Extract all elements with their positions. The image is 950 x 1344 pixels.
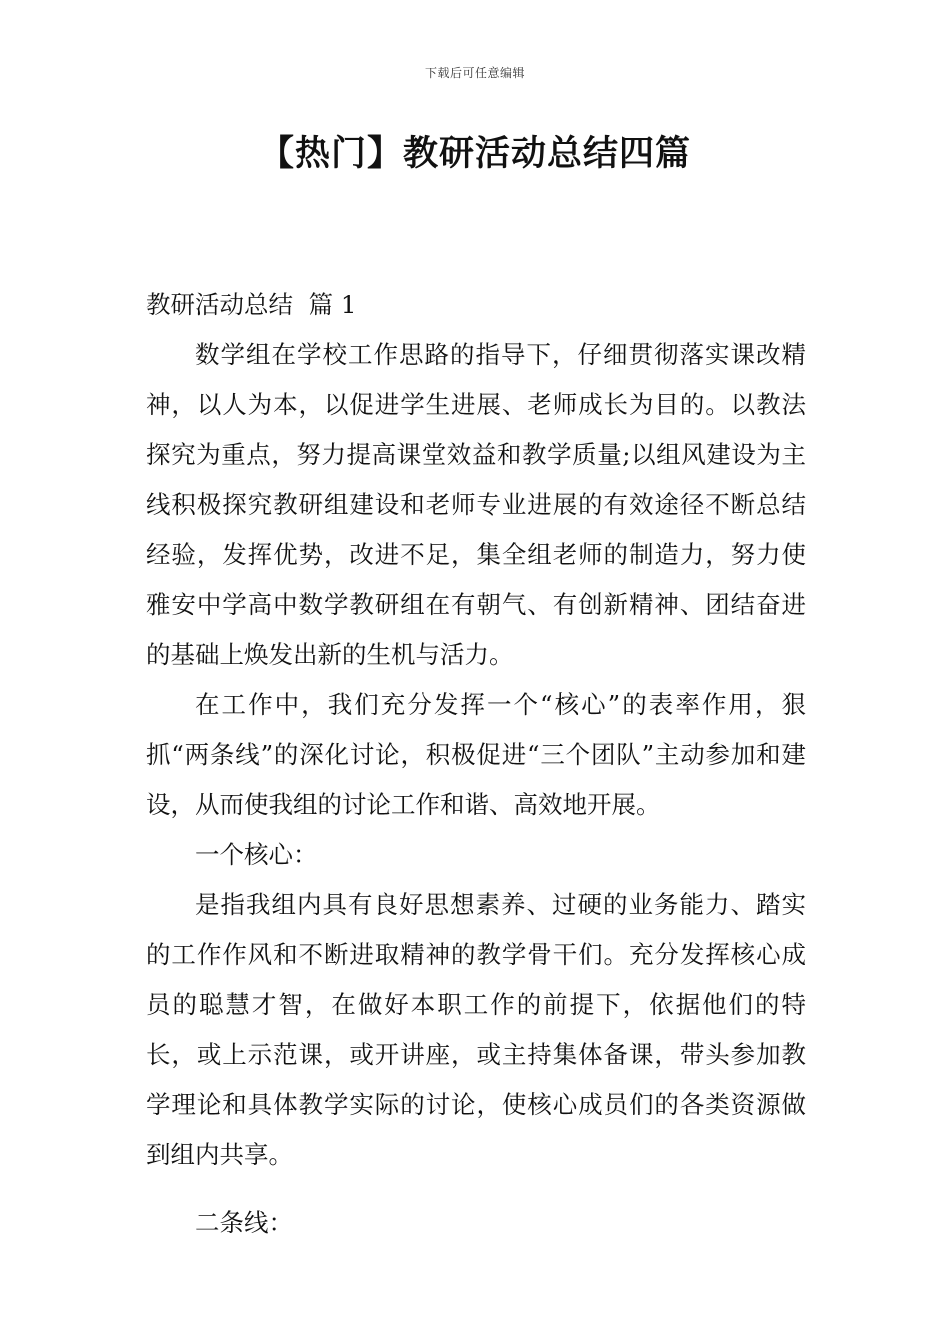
header-note: 下载后可任意编辑	[424, 66, 525, 80]
sub-heading-one-core: 一个核心：	[195, 840, 318, 869]
paragraph-1: 数学组在学校工作思路的指导下，仔细贯彻落实课改精神，以人为本，以促进学生进展、老师成长为目的。以教法探究为重点，努力提高课堂效益和教学质量;以组风建设为主线积极探究教研组建设和老师专业进展的有效途径不断总结经验，发挥优势，改进不足，集全组老师的制造力，努力使雅安中学高中数学教研组在有朝气、有创新精神、团结奋进的基础上焕发出新的生机与活力。	[146, 340, 806, 669]
sub-heading-two-lines: 二条线：	[195, 1208, 293, 1237]
paragraph-3: 是指我组内具有良好思想素养、过硬的业务能力、踏实的工作作风和不断进取精神的教学骨干们。充分发挥核心成员的聪慧才智，在做好本职工作的前提下，依据他们的特长，或上示范课，或开讲座，或主持集体备课，带头参加教学理论和具体教学实际的讨论，使核心成员们的各类资源做到组内共享。	[146, 890, 806, 1169]
document-body	[146, 280, 806, 1248]
document-title: 【热门】教研活动总结四篇	[258, 134, 691, 174]
paragraph-2: 在工作中，我们充分发挥一个“核心”的表率作用，狠抓“两条线”的深化讨论，积极促进“三个团队”主动参加和建设，从而使我组的讨论工作和谐、高效地开展。	[146, 690, 806, 819]
section-heading: 教研活动总结 篇 1	[146, 290, 357, 319]
paragraph-spacer	[146, 1180, 806, 1198]
